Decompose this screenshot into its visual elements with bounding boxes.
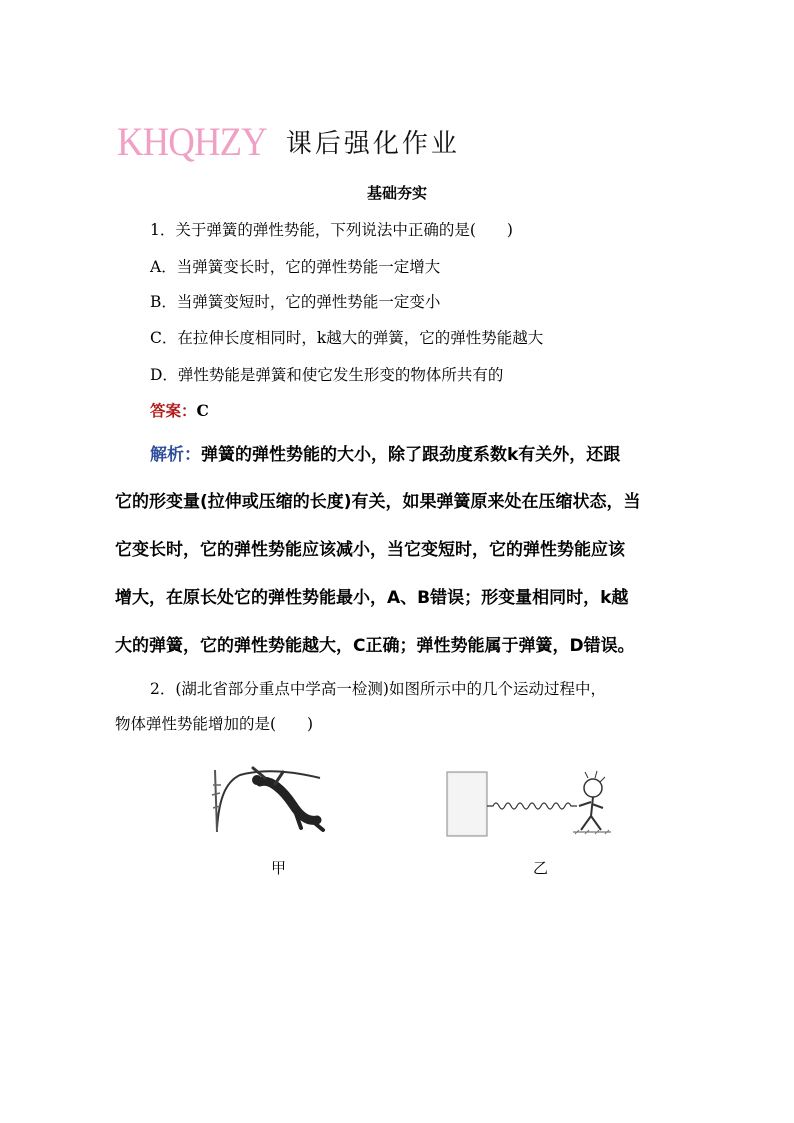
explanation-line-3: 它变长时，它的弹性势能应该减小，当它变短时，它的弹性势能应该 xyxy=(115,540,625,560)
logo: KHQHZY xyxy=(117,119,267,164)
question-2-stem-line-1: 2．(湖北省部分重点中学高一检测)如图所示中的几个运动过程中， xyxy=(150,680,606,698)
option-a: A．当弹簧变长时，它的弹性势能一定增大 xyxy=(150,258,441,276)
figure-caption-yi: 乙 xyxy=(533,859,549,877)
question-1-stem: 1．关于弹簧的弹性势能，下列说法中正确的是( ) xyxy=(150,221,513,239)
explanation-line-2: 它的形变量(拉伸或压缩的长度)有关，如果弹簧原来处在压缩状态，当 xyxy=(115,492,641,512)
figure-caption-jia: 甲 xyxy=(271,859,287,877)
spring-pull-icon xyxy=(445,770,635,840)
answer xyxy=(150,399,209,421)
explanation-line-5: 大的弹簧，它的弹性势能越大，C正确；弹性势能属于弹簧，D错误。 xyxy=(115,636,635,656)
explanation-label: 解析： xyxy=(150,445,201,465)
header-title: 课后强化作业 xyxy=(285,129,460,159)
page-header xyxy=(117,114,460,164)
explanation-line-1: 解析：弹簧的弹性势能的大小，除了跟劲度系数k有关外，还跟 xyxy=(150,445,621,465)
explanation-line-4: 增大，在原长处它的弹性势能最小，A、B错误；形变量相同时，k越 xyxy=(115,588,629,608)
answer-value: C xyxy=(196,401,209,420)
option-d: D．弹性势能是弹簧和使它发生形变的物体所共有的 xyxy=(150,366,504,384)
section-title: 基础夯实 xyxy=(366,184,427,202)
question-2-stem-line-2: 物体弹性势能增加的是( ) xyxy=(115,715,314,733)
option-b: B．当弹簧变短时，它的弹性势能一定变小 xyxy=(150,293,441,311)
option-c: C．在拉伸长度相同时，k越大的弹簧，它的弹性势能越大 xyxy=(150,329,544,347)
answer-label: 答案： xyxy=(150,401,197,420)
pole-vault-icon xyxy=(205,760,345,840)
